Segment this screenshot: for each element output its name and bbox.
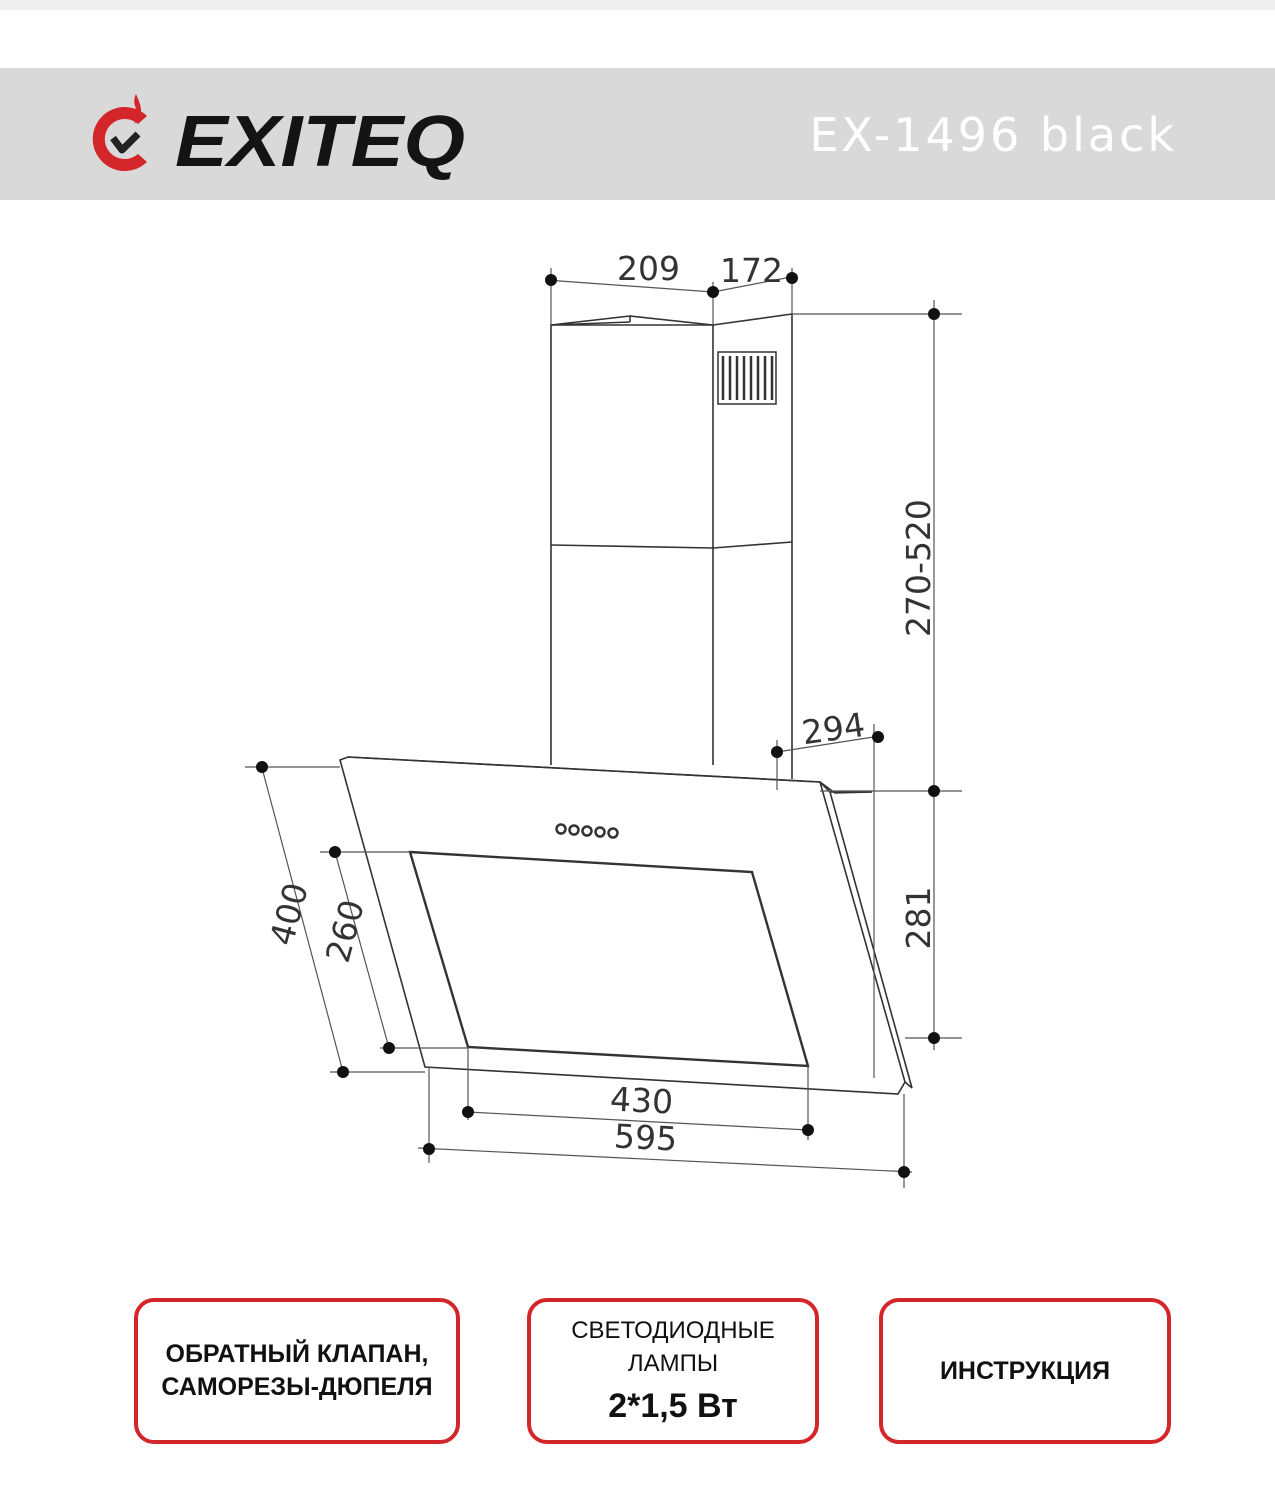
vent-grille [718, 352, 776, 404]
dim-label-270-520: 270-520 [899, 499, 938, 637]
dim-label-294: 294 [799, 704, 868, 753]
feature-valve-line-2: САМОРЕЗЫ-ДЮПЕЛЯ [161, 1373, 433, 1401]
feature-box-led [527, 1298, 819, 1444]
dim-label-172: 172 [720, 251, 783, 290]
feature-box-manual [879, 1298, 1171, 1444]
top-strip [0, 0, 1275, 10]
feature-led-line-2: ЛАМПЫ [627, 1350, 719, 1377]
feature-box-valve [134, 1298, 460, 1444]
hood-outline [340, 314, 912, 1094]
dim-label-260: 260 [317, 895, 372, 967]
feature-manual-text: ИНСТРУКЦИЯ [939, 1356, 1111, 1385]
header-bar [0, 68, 1275, 200]
feature-led-line-1: СВЕТОДИОДНЫЕ [571, 1317, 775, 1344]
dimension-drawing [0, 200, 1275, 1260]
control-buttons [557, 825, 618, 838]
feature-led-value: 2*1,5 Вт [608, 1387, 738, 1425]
feature-valve-line-1: ОБРАТНЫЙ КЛАПАН, [165, 1340, 429, 1368]
dim-label-430: 430 [609, 1079, 675, 1122]
dim-label-400: 400 [261, 878, 316, 950]
feature-led-text [571, 1314, 775, 1380]
feature-valve-text [161, 1338, 432, 1404]
dim-label-209: 209 [617, 249, 680, 288]
brand-wordmark: EXITEQ [175, 102, 465, 182]
exiteq-logo [80, 88, 480, 188]
dim-label-281: 281 [899, 886, 938, 950]
model-title: EX-1496 black [809, 108, 1177, 162]
dim-label-595: 595 [613, 1116, 679, 1159]
